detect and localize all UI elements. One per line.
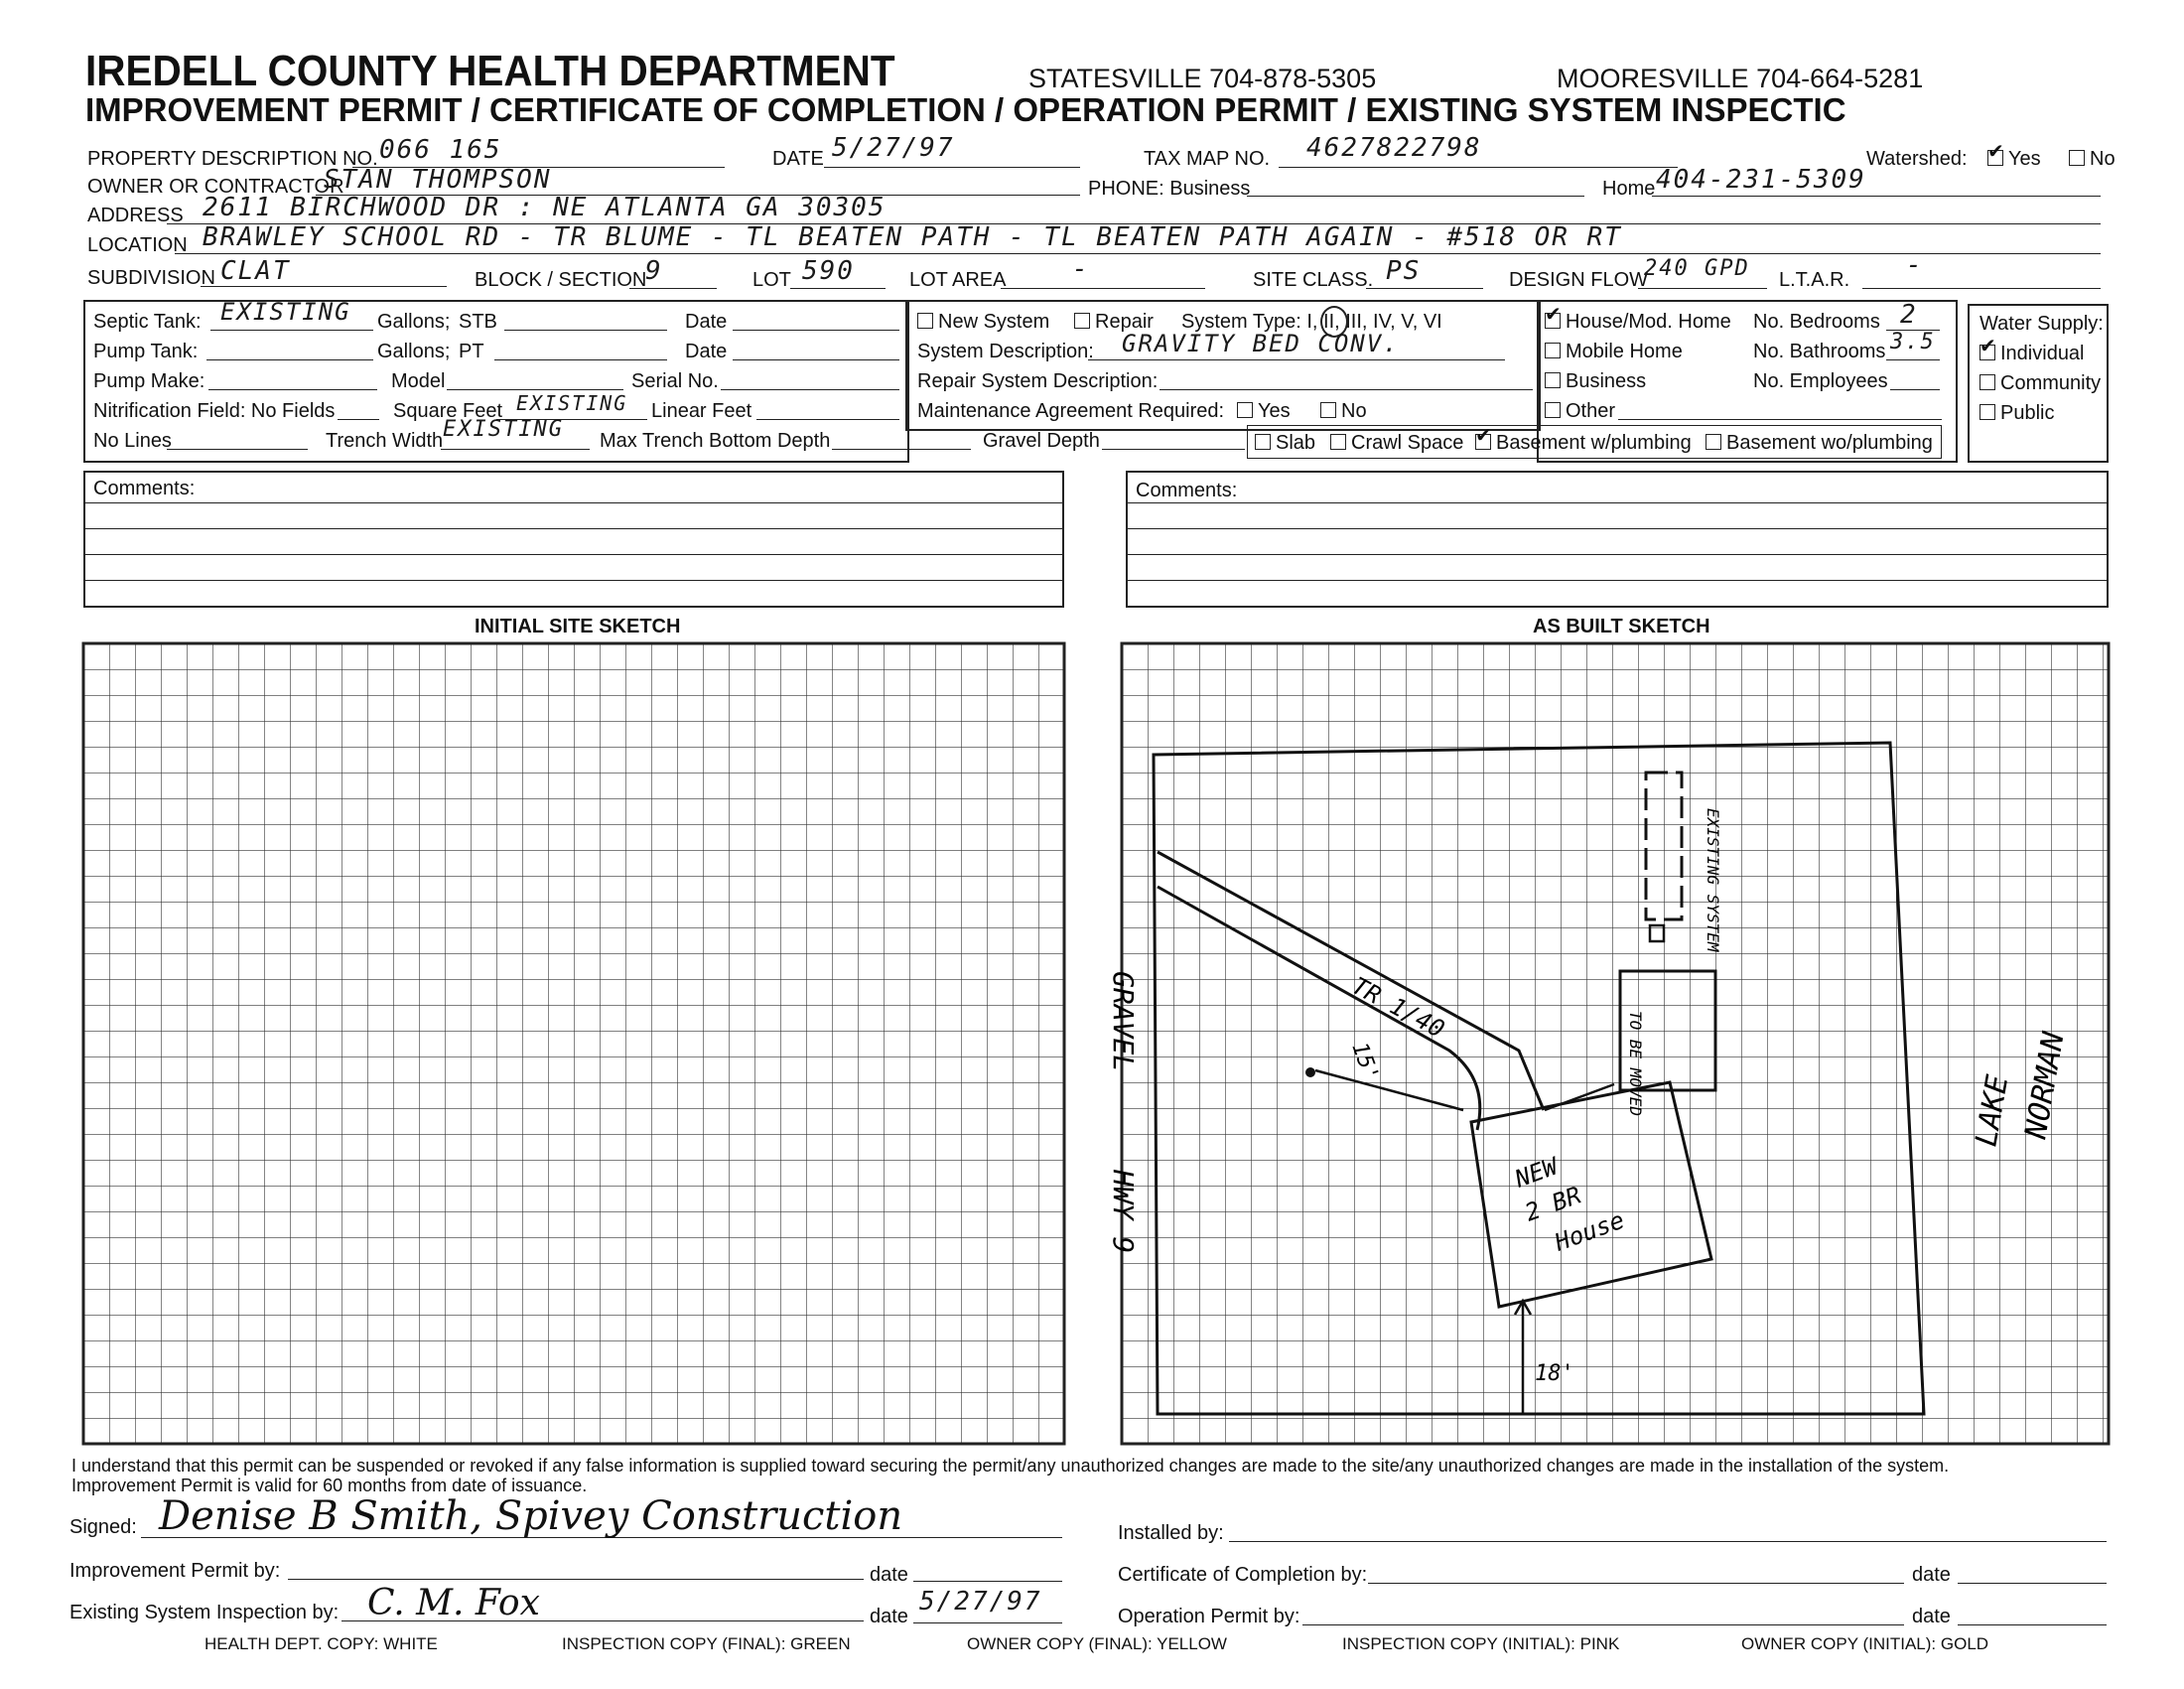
pump-tank-label: Pump Tank: <box>93 341 199 362</box>
improvement-by-label: Improvement Permit by: <box>69 1560 281 1582</box>
trench-width-label: Trench Width <box>326 430 444 452</box>
repair[interactable]: Repair <box>1074 312 1154 332</box>
signature[interactable]: Denise B Smith, Spivey Construction <box>159 1493 903 1539</box>
copy-inspection-final: INSPECTION COPY (FINAL): GREEN <box>562 1634 851 1653</box>
subdivision-value[interactable]: CLAT <box>220 256 291 286</box>
new-system-checkbox[interactable] <box>917 313 933 329</box>
system-desc-label: System Description: <box>917 341 1094 362</box>
department-title: IREDELL COUNTY HEALTH DEPARTMENT <box>85 47 895 95</box>
block-label: BLOCK / SECTION <box>475 269 647 291</box>
watershed-yes[interactable]: ✔ Yes <box>1987 149 2041 169</box>
water-public-checkbox[interactable] <box>1979 404 1995 420</box>
dim-15-label: 15' <box>1346 1039 1384 1085</box>
phone-business-label: PHONE: Business <box>1088 178 1251 200</box>
siteclass-value[interactable]: PS <box>1386 256 1422 286</box>
lot-label: LOT <box>752 269 791 291</box>
existing-date-value[interactable]: 5/27/97 <box>919 1587 1042 1617</box>
basement-wo-checkbox[interactable] <box>1706 434 1721 450</box>
stb-label: STB <box>459 311 497 333</box>
address-label: ADDRESS <box>87 205 184 226</box>
dim-18-label: 18' <box>1535 1361 1574 1386</box>
copy-inspection-initial: INSPECTION COPY (INITIAL): PINK <box>1342 1634 1620 1653</box>
watershed-no[interactable]: No <box>2069 149 2116 169</box>
no-lines-label: No Lines <box>93 430 172 452</box>
water-community-checkbox[interactable] <box>1979 374 1995 390</box>
norman-label: NORMAN <box>2018 1029 2072 1142</box>
lotarea-label: LOT AREA <box>909 269 1007 291</box>
cert-by-label: Certificate of Completion by: <box>1118 1564 1368 1586</box>
new-house-label-1: NEW <box>1511 1152 1562 1194</box>
dim-15-point <box>1305 1067 1315 1077</box>
taxmap-value[interactable]: 4627822798 <box>1306 133 1482 163</box>
installed-by-label: Installed by: <box>1118 1522 1224 1544</box>
ltar-value[interactable]: - <box>1906 250 1924 280</box>
comments-left-label: Comments: <box>93 478 196 499</box>
house-mod-checkbox[interactable] <box>1545 313 1561 329</box>
home-phone-value[interactable]: 404-231-5309 <box>1656 165 1866 195</box>
tr-label: TR 1/40 <box>1347 971 1449 1044</box>
designflow-label: DESIGN FLOW <box>1509 269 1649 291</box>
operation-date-label: date <box>1912 1606 1951 1627</box>
existing-signature[interactable]: C. M. Fox <box>367 1583 540 1623</box>
comments-left[interactable] <box>83 471 1064 608</box>
trench-width-value[interactable]: EXISTING <box>443 417 564 442</box>
employees-label: No. Employees <box>1753 370 1888 392</box>
initial-sketch-title: INITIAL SITE SKETCH <box>475 616 681 637</box>
improvement-date-label: date <box>870 1564 908 1586</box>
statesville-phone: STATESVILLE 704-878-5305 <box>1028 64 1377 93</box>
serial-label: Serial No. <box>631 370 719 392</box>
bedrooms-label: No. Bedrooms <box>1753 311 1880 333</box>
basement-w-checkbox[interactable] <box>1475 434 1491 450</box>
gravel-road-label: GRAVEL <box>1107 971 1140 1072</box>
date-label: DATE <box>772 148 824 170</box>
new-system[interactable]: New System <box>917 312 1049 332</box>
copy-owner-initial: OWNER COPY (INITIAL): GOLD <box>1741 1634 1989 1653</box>
location-value[interactable]: BRAWLEY SCHOOL RD - TR BLUME - TL BEATEN PATH - TL BEATEN PATH AGAIN - #518 OR RT <box>203 222 1622 252</box>
operation-by-label: Operation Permit by: <box>1118 1606 1300 1627</box>
new-house-label-2: 2 BR <box>1521 1181 1585 1227</box>
system-desc-value[interactable]: GRAVITY BED CONV. <box>1122 330 1400 357</box>
bathrooms-value[interactable]: 3.5 <box>1890 330 1936 354</box>
septic-date-label: Date <box>685 311 728 333</box>
maintenance-no-checkbox[interactable] <box>1320 402 1336 418</box>
repair-desc-label: Repair System Description: <box>917 370 1159 392</box>
water-supply-label: Water Supply: <box>1979 313 2104 335</box>
square-feet-label: Square Feet <box>393 400 503 422</box>
copy-owner-final: OWNER COPY (FINAL): YELLOW <box>967 1634 1227 1653</box>
gravel-depth-label: Gravel Depth <box>983 430 1100 452</box>
watershed-label: Watershed: <box>1866 148 1968 170</box>
water-public[interactable]: Public <box>1979 403 2054 423</box>
septic-label: Septic Tank: <box>93 311 202 333</box>
pump-gallons-label: Gallons; <box>377 341 451 362</box>
asbuilt-sketch-title: AS BUILT SKETCH <box>1533 616 1710 637</box>
bathrooms-label: No. Bathrooms <box>1753 341 1886 362</box>
mobile-home-checkbox[interactable] <box>1545 343 1561 358</box>
crawl-space-checkbox[interactable] <box>1330 434 1346 450</box>
ltar-label: L.T.A.R. <box>1779 269 1850 291</box>
max-trench-label: Max Trench Bottom Depth <box>600 430 831 452</box>
owner-label: OWNER OR CONTRACTOR <box>87 176 344 198</box>
maintenance-label: Maintenance Agreement Required: <box>917 400 1225 422</box>
copy-health: HEALTH DEPT. COPY: WHITE <box>205 1634 438 1653</box>
slab[interactable]: Slab <box>1255 433 1315 453</box>
existing-system-label: EXISTING SYSTEM <box>1704 808 1722 952</box>
other[interactable]: Other <box>1545 401 1615 421</box>
home-phone-label: Home <box>1602 178 1656 200</box>
maintenance-no[interactable]: No <box>1320 401 1367 421</box>
watershed-no-checkbox[interactable] <box>2069 150 2085 166</box>
maintenance-yes-checkbox[interactable] <box>1237 402 1253 418</box>
block-value[interactable]: 9 <box>645 256 663 286</box>
permit-title: IMPROVEMENT PERMIT / CERTIFICATE OF COMPLETION / OPERATION PERMIT / EXISTING SYSTEM INSPECTIC <box>85 91 1846 128</box>
existing-date-label: date <box>870 1606 908 1627</box>
maintenance-yes[interactable]: Yes <box>1237 401 1291 421</box>
septic-value[interactable]: EXISTING <box>220 298 351 326</box>
property-label: PROPERTY DESCRIPTION NO. <box>87 148 378 170</box>
taxmap-label: TAX MAP NO. <box>1144 148 1271 170</box>
comments-right-label: Comments: <box>1136 480 1238 501</box>
owner-value[interactable]: STAN THOMPSON <box>324 165 552 195</box>
business-checkbox[interactable] <box>1545 372 1561 388</box>
nitrification-label: Nitrification Field: No Fields <box>93 400 336 422</box>
address-value[interactable]: 2611 BIRCHWOOD DR : NE ATLANTA GA 30305 <box>203 193 887 222</box>
mobile-home[interactable]: Mobile Home <box>1545 342 1683 361</box>
siteclass-label: SITE CLASS. <box>1253 269 1374 291</box>
signed-label: Signed: <box>69 1516 137 1538</box>
water-individual-checkbox[interactable] <box>1979 345 1995 360</box>
linear-feet-label: Linear Feet <box>651 400 752 422</box>
pump-date-label: Date <box>685 341 728 362</box>
lake-label: LAKE <box>1969 1072 2016 1150</box>
hwy-label: HWY 9 <box>1107 1170 1140 1254</box>
comments-right[interactable] <box>1126 471 2109 608</box>
location-label: LOCATION <box>87 234 188 256</box>
subdivision-label: SUBDIVISION <box>87 267 215 289</box>
slab-checkbox[interactable] <box>1255 434 1271 450</box>
crawl-space[interactable]: Crawl Space <box>1330 433 1463 453</box>
house-mod[interactable]: ✔House/Mod. Home <box>1545 312 1731 332</box>
septic-gallons-label: Gallons; <box>377 311 451 333</box>
lotarea-value[interactable]: - <box>1072 254 1090 284</box>
lot-value[interactable]: 590 <box>802 256 855 286</box>
asbuilt-sketch-grid[interactable] <box>1107 643 2109 1444</box>
pt-label: PT <box>459 341 484 362</box>
pump-make-label: Pump Make: <box>93 370 205 392</box>
system-type-label: System Type: I, II, III, IV, V, VI <box>1181 311 1442 333</box>
designflow-value[interactable]: 240 GPD <box>1644 256 1750 281</box>
basement-wo[interactable]: Basement wo/plumbing <box>1706 433 1933 453</box>
repair-checkbox[interactable] <box>1074 313 1090 329</box>
business[interactable]: Business <box>1545 371 1646 391</box>
statement-line-1: I understand that this permit can be suspended or revoked if any false information is supplied toward securing the permit/any unauthorized changes are made to the site/any unauthorized changes are made in the installation of the system. <box>71 1456 1950 1476</box>
bedrooms-value[interactable]: 2 <box>1900 300 1918 330</box>
square-feet-value[interactable]: EXISTING <box>516 391 628 415</box>
date-value[interactable]: 5/27/97 <box>832 133 955 163</box>
other-checkbox[interactable] <box>1545 402 1561 418</box>
water-individual[interactable]: ✔Individual <box>1979 344 2085 363</box>
mooresville-phone: MOORESVILLE 704-664-5281 <box>1557 64 1924 93</box>
basement-w[interactable]: ✔ Basement w/plumbing <box>1475 433 1692 453</box>
new-house-label-3: House <box>1551 1205 1628 1257</box>
statement-line-2: Improvement Permit is valid for 60 months from date of issuance. <box>71 1476 588 1495</box>
to-be-moved-label: TO BE MOVED <box>1626 1011 1645 1116</box>
water-community[interactable]: Community <box>1979 373 2101 393</box>
property-value[interactable]: 066 165 <box>379 135 502 165</box>
cert-date-label: date <box>1912 1564 1951 1586</box>
initial-sketch-grid[interactable] <box>83 643 1064 1444</box>
existing-by-label: Existing System Inspection by: <box>69 1602 340 1623</box>
model-label: Model <box>391 370 446 392</box>
watershed-yes-checkbox[interactable] <box>1987 150 2003 166</box>
